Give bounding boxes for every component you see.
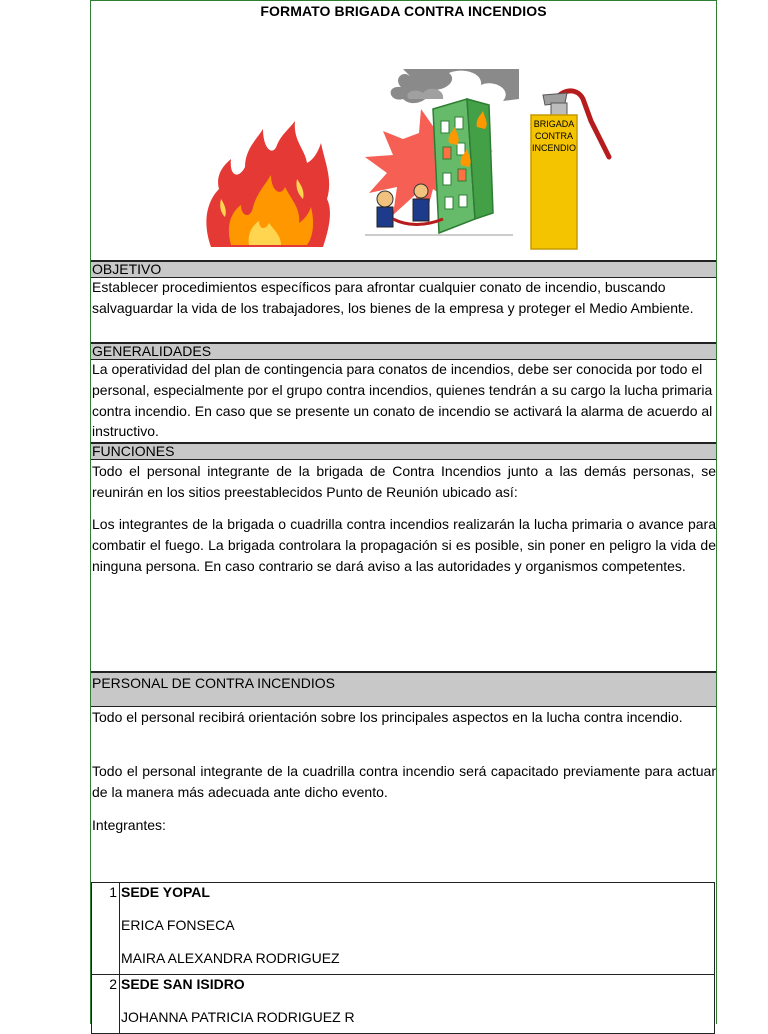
document-page — [90, 0, 717, 1024]
group-number: 1 — [109, 884, 117, 900]
section-heading-funciones: FUNCIONES — [91, 442, 716, 460]
section-heading-objetivo: OBJETIVO — [91, 260, 716, 278]
extinguisher-label-2: CONTRA — [535, 131, 573, 141]
personal-paragraph-1: Todo el personal recibirá orientación sobre los principales aspectos en la lucha contra incendio. — [92, 709, 683, 725]
sede-name: SEDE SAN ISIDRO — [121, 976, 245, 992]
members-group — [91, 882, 715, 975]
group-number: 2 — [109, 976, 117, 992]
members-group — [91, 974, 715, 1034]
generalidades-text: La operatividad del plan de contingencia para conatos de incendios, debe ser conocida por todo el personal, especialmente por el grupo contra incendios, quienes tendrán a su cargo la lucha primaria contra incendio. En caso que se presente un conato de incendio se activará la alarma de acuerdo al instructivo. — [92, 361, 713, 440]
member-name: ERICA FONSECA — [121, 917, 235, 933]
member-name: MAIRA ALEXANDRA RODRIGUEZ — [121, 950, 340, 966]
personal-paragraph-2: Todo el personal integrante de la cuadrilla contra incendio será capacitado previamente para actuar de la manera más adecuada ante dicho evento. — [92, 763, 716, 800]
column-divider — [119, 975, 120, 1033]
fire-illustration — [201, 119, 333, 249]
sede-name: SEDE YOPAL — [121, 884, 210, 900]
fire-extinguisher-illustration — [521, 85, 613, 251]
document-title: FORMATO BRIGADA CONTRA INCENDIOS — [260, 3, 547, 19]
funciones-paragraph-2: Los integrantes de la brigada o cuadrilla contra incendios realizarán la lucha primaria o avance para combatir el fuego. La brigada controlara la propagación si es posible, sin poner en peligro la vida de ninguna persona. En caso contrario se dará aviso a las autoridades y organismos competentes. — [92, 516, 716, 574]
objetivo-text: Establecer procedimientos específicos para afrontar cualquier conato de incendio, buscando salvaguardar la vida de los trabajadores, los bienes de la empresa y proteger el Medio Ambiente. — [92, 279, 694, 316]
member-name: JOHANNA PATRICIA RODRIGUEZ R — [121, 1009, 355, 1025]
extinguisher-label-3: INCENDIO — [531, 143, 577, 153]
extinguisher-label-1: BRIGADA — [533, 119, 575, 129]
building-fire-illustration — [363, 69, 519, 245]
integrantes-label: Integrantes: — [92, 817, 166, 833]
funciones-paragraph-1: Todo el personal integrante de la brigada de Contra Incendios junto a las demás personas, se reunirán en los sitios preestablecidos Punto de Reunión ubicado así: — [92, 463, 716, 500]
column-divider — [119, 883, 120, 974]
section-heading-personal: PERSONAL DE CONTRA INCENDIOS — [91, 671, 716, 707]
section-heading-generalidades: GENERALIDADES — [91, 342, 716, 360]
